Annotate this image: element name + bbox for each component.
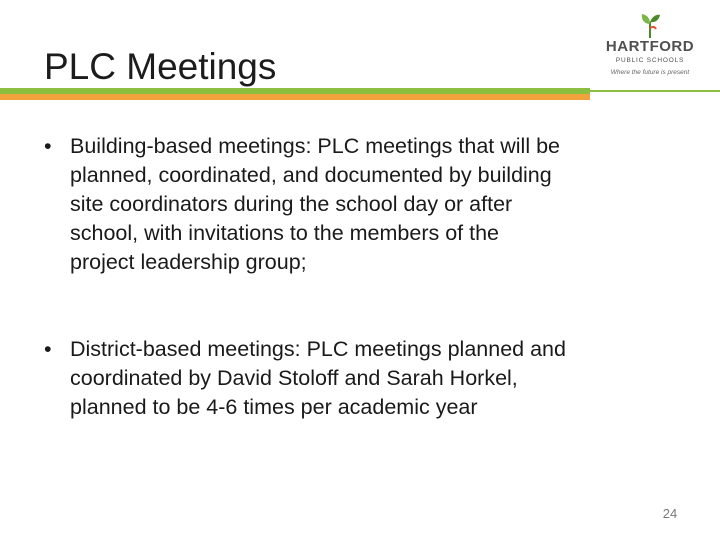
- bullet-text-line: planned, coordinated, and documented by building: [70, 163, 552, 187]
- bullet-text-line: site coordinators during the school day or after: [70, 192, 513, 216]
- sprout-icon: [638, 12, 662, 38]
- title-underline-orange: [0, 94, 590, 100]
- bullet-text-line: Building-based meetings: PLC meetings that will be: [70, 134, 560, 158]
- bullet-text-line: school, with invitations to the members of the: [70, 221, 500, 245]
- logo-tagline: Where the future is present: [610, 69, 690, 76]
- bullet-text-line: planned to be 4-6 times per academic year: [70, 395, 478, 419]
- title-underline-extension: [590, 90, 720, 92]
- hartford-public-schools-logo: [600, 12, 700, 82]
- bullet-marker: •: [44, 337, 52, 361]
- page-number: 24: [662, 506, 678, 521]
- logo-subtitle: PUBLIC SCHOOLS: [615, 57, 685, 64]
- slide-title: PLC Meetings: [44, 46, 277, 87]
- bullet-text-line: District-based meetings: PLC meetings planned and: [70, 337, 566, 361]
- logo-name: HARTFORD: [605, 38, 695, 55]
- bullet-text-line: coordinated by David Stoloff and Sarah Horkel,: [70, 366, 518, 390]
- bullet-text-line: project leadership group;: [70, 250, 307, 274]
- bullet-item-district-based: [44, 335, 684, 422]
- bullet-item-building-based: [44, 132, 684, 277]
- bullet-list: [44, 132, 684, 422]
- bullet-marker: •: [44, 134, 52, 158]
